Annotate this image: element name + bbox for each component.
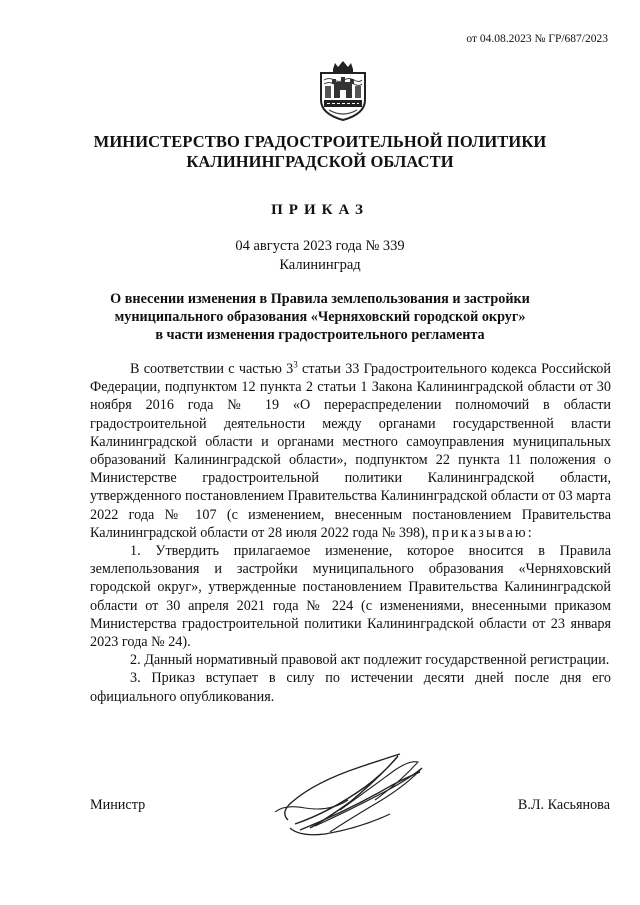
order-subject-line-1: О внесении изменения в Правила землепользования и застройки: [110, 291, 530, 307]
preamble-paragraph: [90, 360, 611, 542]
preamble-text-b: статьи 33 Градостроительного кодекса Российской Федерации, подпунктом 12 пункта 2 статьи 1 Закона Калининградской области от 30 ноября 2016 года № 19 «О перераспределении полномочий в области градостроительной деятельности между органами государственной власти Калининградской области и органами местного самоуправления муниципальных образований Калининградской области», подпунктом 22 пункта 11 положения о Министерстве градостроительной политики Калининградской области, утвержденного постановлением Правительства Калининградской области от 03 марта 2022 года № 107 (с изменением, внесенным постановлением Правительства Калининградской области от 28 июля 2022 года № 398),: [90, 361, 611, 541]
signer-name: В.Л. Касьянова: [517, 797, 610, 813]
preamble-end: :: [527, 524, 532, 541]
ministry-name-line-1: МИНИСТЕРСТВО ГРАДОСТРОИТЕЛЬНОЙ ПОЛИТИКИ: [93, 132, 547, 151]
order-title: ПРИКАЗ: [271, 202, 369, 218]
order-subject: [60, 290, 580, 344]
order-subject-line-2: муниципального образования «Черняховский городской округ»: [114, 309, 526, 325]
signer-title: Министр: [90, 797, 146, 813]
preamble-spaced-word: приказываю: [431, 524, 528, 541]
handwritten-signature: [270, 742, 430, 842]
order-body: [90, 360, 611, 706]
preamble-text-a: В соответствии с частью 3: [130, 361, 294, 377]
coat-of-arms-icon: [317, 60, 369, 122]
order-item-3: 3. Приказ вступает в силу по истечении десяти дней после дня его официального опубликования.: [90, 670, 611, 705]
order-subject-line-3: в части изменения градостроительного регламента: [155, 327, 485, 343]
order-city: Калининград: [279, 257, 361, 273]
registration-number: от 04.08.2023 № ГР/687/2023: [466, 33, 608, 45]
order-date-number: 04 августа 2023 года № 339: [235, 238, 405, 254]
ministry-name-line-2: КАЛИНИНГРАДСКОЙ ОБЛАСТИ: [186, 152, 454, 171]
ministry-name: [60, 132, 580, 172]
order-item-2: 2. Данный нормативный правовой акт подлежит государственной регистрации.: [130, 652, 610, 669]
order-item-1: 1. Утвердить прилагаемое изменение, которое вносится в Правила землепользования и застройки муниципального образования «Черняховский городской округ», утвержденные постановлением Правительства Калининградской области от 30 апреля 2021 года № 224 (с изменениями, внесенными приказом Министерства градостроительной политики Калининградской области от 23 января 2023 года № 24).: [90, 543, 611, 651]
preamble-superscript: 3: [293, 359, 298, 370]
